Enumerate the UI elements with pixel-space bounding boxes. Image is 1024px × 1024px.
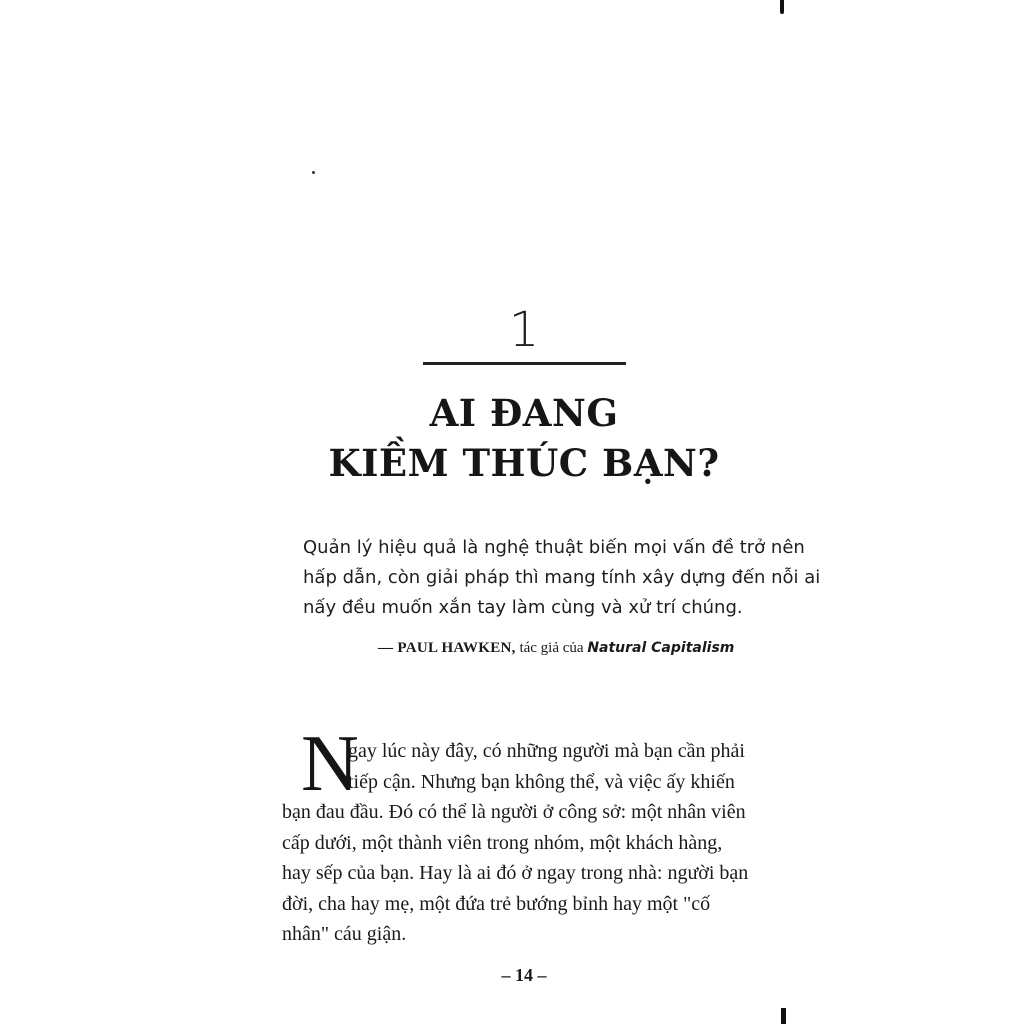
body-line: cấp dưới, một thành viên trong nhóm, một khách hàng, <box>282 831 723 854</box>
chapter-title-line-1: AI ĐANG <box>429 391 619 435</box>
chapter-title <box>0 388 1024 488</box>
page-edge-mark <box>781 1008 786 1024</box>
attribution-book-title: Natural Capitalism <box>587 640 735 656</box>
page-number: – 14 – <box>501 965 547 985</box>
body-line: tiếp cận. Nhưng bạn không thể, và việc ấy khiến <box>348 770 735 793</box>
chapter-title-line-2: KIỀM THÚC BẠN? <box>328 441 720 485</box>
scan-speck <box>312 171 315 174</box>
body-line: hay sếp của bạn. Hay là ai đó ở ngay trong nhà: người bạn <box>282 862 749 884</box>
attribution-role: tác giả của <box>519 640 584 656</box>
body-line: nhân" cáu giận. <box>282 923 407 945</box>
epigraph-attribution <box>378 638 778 658</box>
epigraph-line: hấp dẫn, còn giải pháp thì mang tính xây dựng đến nỗi ai <box>303 567 821 588</box>
chapter-divider <box>423 362 626 365</box>
epigraph-quote <box>303 533 821 623</box>
body-line: bạn đau đầu. Đó có thể là người ở công sở: một nhân viên <box>282 801 746 823</box>
body-line: gay lúc này đây, có những người mà bạn cần phải <box>348 740 745 762</box>
attribution-author: — PAUL HAWKEN, <box>378 640 516 656</box>
epigraph-line: nấy đều muốn xắn tay làm cùng và xử trí chúng. <box>303 597 743 618</box>
epigraph-line: Quản lý hiệu quả là nghệ thuật biến mọi vấn đề trở nên <box>303 537 805 558</box>
drop-cap: N <box>301 720 359 808</box>
chapter-number: 1 <box>508 302 540 358</box>
body-paragraph <box>282 736 782 950</box>
page-edge-mark <box>780 0 784 14</box>
body-line: đời, cha hay mẹ, một đứa trẻ bướng bỉnh hay một "cố <box>282 892 711 915</box>
